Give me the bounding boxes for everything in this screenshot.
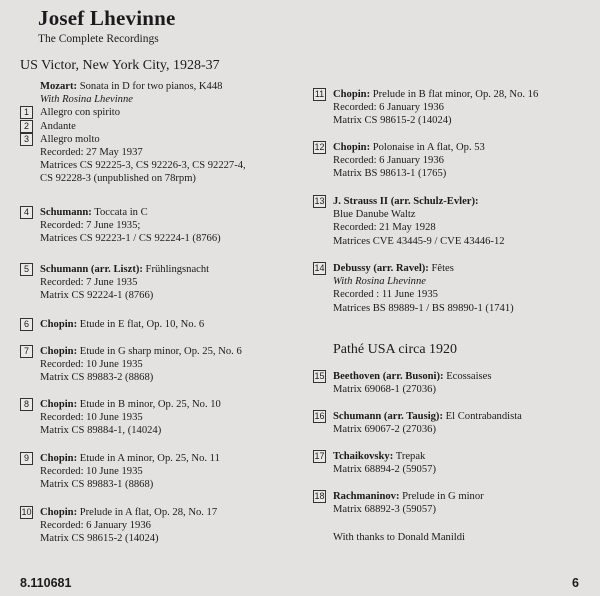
recording-detail: Matrix CS 89883-2 (8868) xyxy=(40,372,154,384)
work-title: Polonaise in A flat, Op. 53 xyxy=(370,142,485,153)
recording-detail: Matrix CS 98615-2 (14024) xyxy=(333,115,452,127)
track-number-badge: 12 xyxy=(314,142,325,152)
track-number-badge: 10 xyxy=(21,507,32,517)
composer: Schumann: xyxy=(40,207,92,218)
recording-detail: Matrix CS 89884-1, (14024) xyxy=(40,425,162,437)
page-title: Josef Lhevinne xyxy=(38,6,176,30)
recording-detail: Recorded: 21 May 1928 xyxy=(333,222,436,234)
composer: Chopin: xyxy=(40,399,78,410)
track-entry-16 xyxy=(313,410,598,436)
recording-detail: Matrices CS 92225-3, CS 92226-3, CS 92227-4, xyxy=(40,160,246,172)
track-entry-9 xyxy=(20,452,305,492)
work-title: Sonata in D for two pianos, K448 xyxy=(77,81,223,92)
track-entry-11 xyxy=(313,88,598,128)
composer: Chopin: xyxy=(40,346,78,357)
work-title: El Contrabandista xyxy=(443,411,522,422)
composer: Chopin: xyxy=(333,89,371,100)
session-heading-pathe: Pathé USA circa 1920 xyxy=(333,342,458,357)
work-title: Etude in B minor, Op. 25, No. 10 xyxy=(77,399,221,410)
recording-detail: Recorded: 7 June 1935; xyxy=(40,220,141,232)
composer: Rachmaninov: xyxy=(333,491,400,502)
acknowledgement: With thanks to Donald Manildi xyxy=(333,532,465,543)
track-number-badge: 18 xyxy=(314,491,325,501)
performer-note: With Rosina Lhevinne xyxy=(333,276,426,288)
track-number-badge: 9 xyxy=(20,452,33,465)
composer: Schumann (arr. Liszt): xyxy=(40,264,143,275)
track-number-badge: 15 xyxy=(314,371,325,381)
composer: J. Strauss II (arr. Schulz-Evler): xyxy=(333,196,479,207)
work-title: Prelude in G minor xyxy=(399,491,484,502)
recording-detail: Recorded: 10 June 1935 xyxy=(40,466,143,478)
recording-detail: Matrices BS 89889-1 / BS 89890-1 (1741) xyxy=(333,302,514,314)
track-entry-mozart xyxy=(20,80,305,186)
work-title: Etude in A minor, Op. 25, No. 11 xyxy=(77,453,220,464)
recording-detail: Recorded : 11 June 1935 xyxy=(333,289,438,301)
recording-detail: Recorded: 7 June 1935 xyxy=(40,277,138,289)
track-number-badge: 11 xyxy=(314,89,325,99)
recording-detail: Matrix CS 98615-2 (14024) xyxy=(40,533,159,545)
composer: Beethoven (arr. Busoni): xyxy=(333,371,444,382)
composer: Schumann (arr. Tausig): xyxy=(333,411,443,422)
track-entry-8 xyxy=(20,398,305,438)
track-entry-7 xyxy=(20,345,305,385)
recording-detail: Recorded: 6 January 1936 xyxy=(40,520,151,532)
work-title: Fêtes xyxy=(428,263,454,274)
catalog-number: 8.110681 xyxy=(20,576,72,590)
work-title: Frühlingsnacht xyxy=(142,264,210,275)
movement-row xyxy=(20,106,305,119)
track-number-badge: 7 xyxy=(20,345,33,358)
track-number-badge: 5 xyxy=(20,263,33,276)
track-number-badge: 8 xyxy=(20,398,33,411)
work-title: Etude in G sharp minor, Op. 25, No. 6 xyxy=(77,346,242,357)
work-heading xyxy=(20,80,305,93)
track-entry-14 xyxy=(313,262,598,315)
movement-row xyxy=(20,120,305,133)
composer: Tchaikovsky: xyxy=(333,451,394,462)
track-number-badge: 6 xyxy=(20,318,33,331)
work-title: Prelude in B flat minor, Op. 28, No. 16 xyxy=(370,89,539,100)
movement-title: Allegro con spirito xyxy=(40,107,121,119)
composer: Debussy (arr. Ravel): xyxy=(333,263,429,274)
track-entry-4 xyxy=(20,206,305,246)
session-heading-us-victor: US Victor, New York City, 1928-37 xyxy=(20,58,220,73)
track-entry-18 xyxy=(313,490,598,516)
recording-detail: Matrix 68892-3 (59057) xyxy=(333,504,436,516)
track-entry-13 xyxy=(313,195,598,248)
track-entry-5 xyxy=(20,263,305,303)
recording-detail: Matrix 69067-2 (27036) xyxy=(333,424,436,436)
recording-detail: Matrices CS 92223-1 / CS 92224-1 (8766) xyxy=(40,233,221,245)
work-title: Trepak xyxy=(393,451,426,462)
work-title: Ecossaises xyxy=(443,371,492,382)
composer: Chopin: xyxy=(40,453,78,464)
movement-row xyxy=(20,133,305,146)
recording-detail: Matrix CS 92224-1 (8766) xyxy=(40,290,154,302)
track-number-badge: 2 xyxy=(20,120,33,133)
work-title: Toccata in C xyxy=(91,207,148,218)
recording-detail: Matrix 69068-1 (27036) xyxy=(333,384,436,396)
track-number-badge: 16 xyxy=(314,411,325,421)
recording-detail: Matrix CS 89883-1 (8868) xyxy=(40,479,154,491)
recording-detail: CS 92228-3 (unpublished on 78rpm) xyxy=(40,173,196,185)
composer: Chopin: xyxy=(40,319,78,330)
track-number-badge: 4 xyxy=(20,206,33,219)
composer: Mozart: xyxy=(40,81,78,92)
work-title: Prelude in A flat, Op. 28, No. 17 xyxy=(77,507,218,518)
recording-detail: Recorded: 27 May 1937 xyxy=(40,147,143,159)
track-number-badge: 13 xyxy=(314,196,325,206)
track-entry-15 xyxy=(313,370,598,396)
recording-detail: Matrix BS 98613-1 (1765) xyxy=(333,168,447,180)
performer-note: With Rosina Lhevinne xyxy=(40,94,133,106)
composer: Chopin: xyxy=(333,142,371,153)
recording-detail: Recorded: 10 June 1935 xyxy=(40,412,143,424)
track-number-badge: 14 xyxy=(314,263,325,273)
recording-detail: Recorded: 6 January 1936 xyxy=(333,155,444,167)
work-title: Etude in E flat, Op. 10, No. 6 xyxy=(77,319,205,330)
track-entry-12 xyxy=(313,141,598,181)
recording-detail: Matrices CVE 43445-9 / CVE 43446-12 xyxy=(333,235,505,247)
page-subtitle: The Complete Recordings xyxy=(38,33,159,45)
movement-title: Allegro molto xyxy=(40,133,100,145)
track-number-badge: 3 xyxy=(20,133,33,146)
recording-detail: Recorded: 10 June 1935 xyxy=(40,359,143,371)
page-number: 6 xyxy=(572,576,579,590)
track-entry-10 xyxy=(20,506,305,546)
recording-detail: Matrix 68894-2 (59057) xyxy=(333,464,436,476)
recording-detail: Recorded: 6 January 1936 xyxy=(333,102,444,114)
movement-title: Andante xyxy=(40,120,76,132)
track-number-badge: 17 xyxy=(314,451,325,461)
recording-detail: Blue Danube Waltz xyxy=(333,209,416,221)
track-entry-17 xyxy=(313,450,598,476)
track-entry-6 xyxy=(20,318,305,331)
composer: Chopin: xyxy=(40,507,78,518)
track-number-badge: 1 xyxy=(20,106,33,119)
